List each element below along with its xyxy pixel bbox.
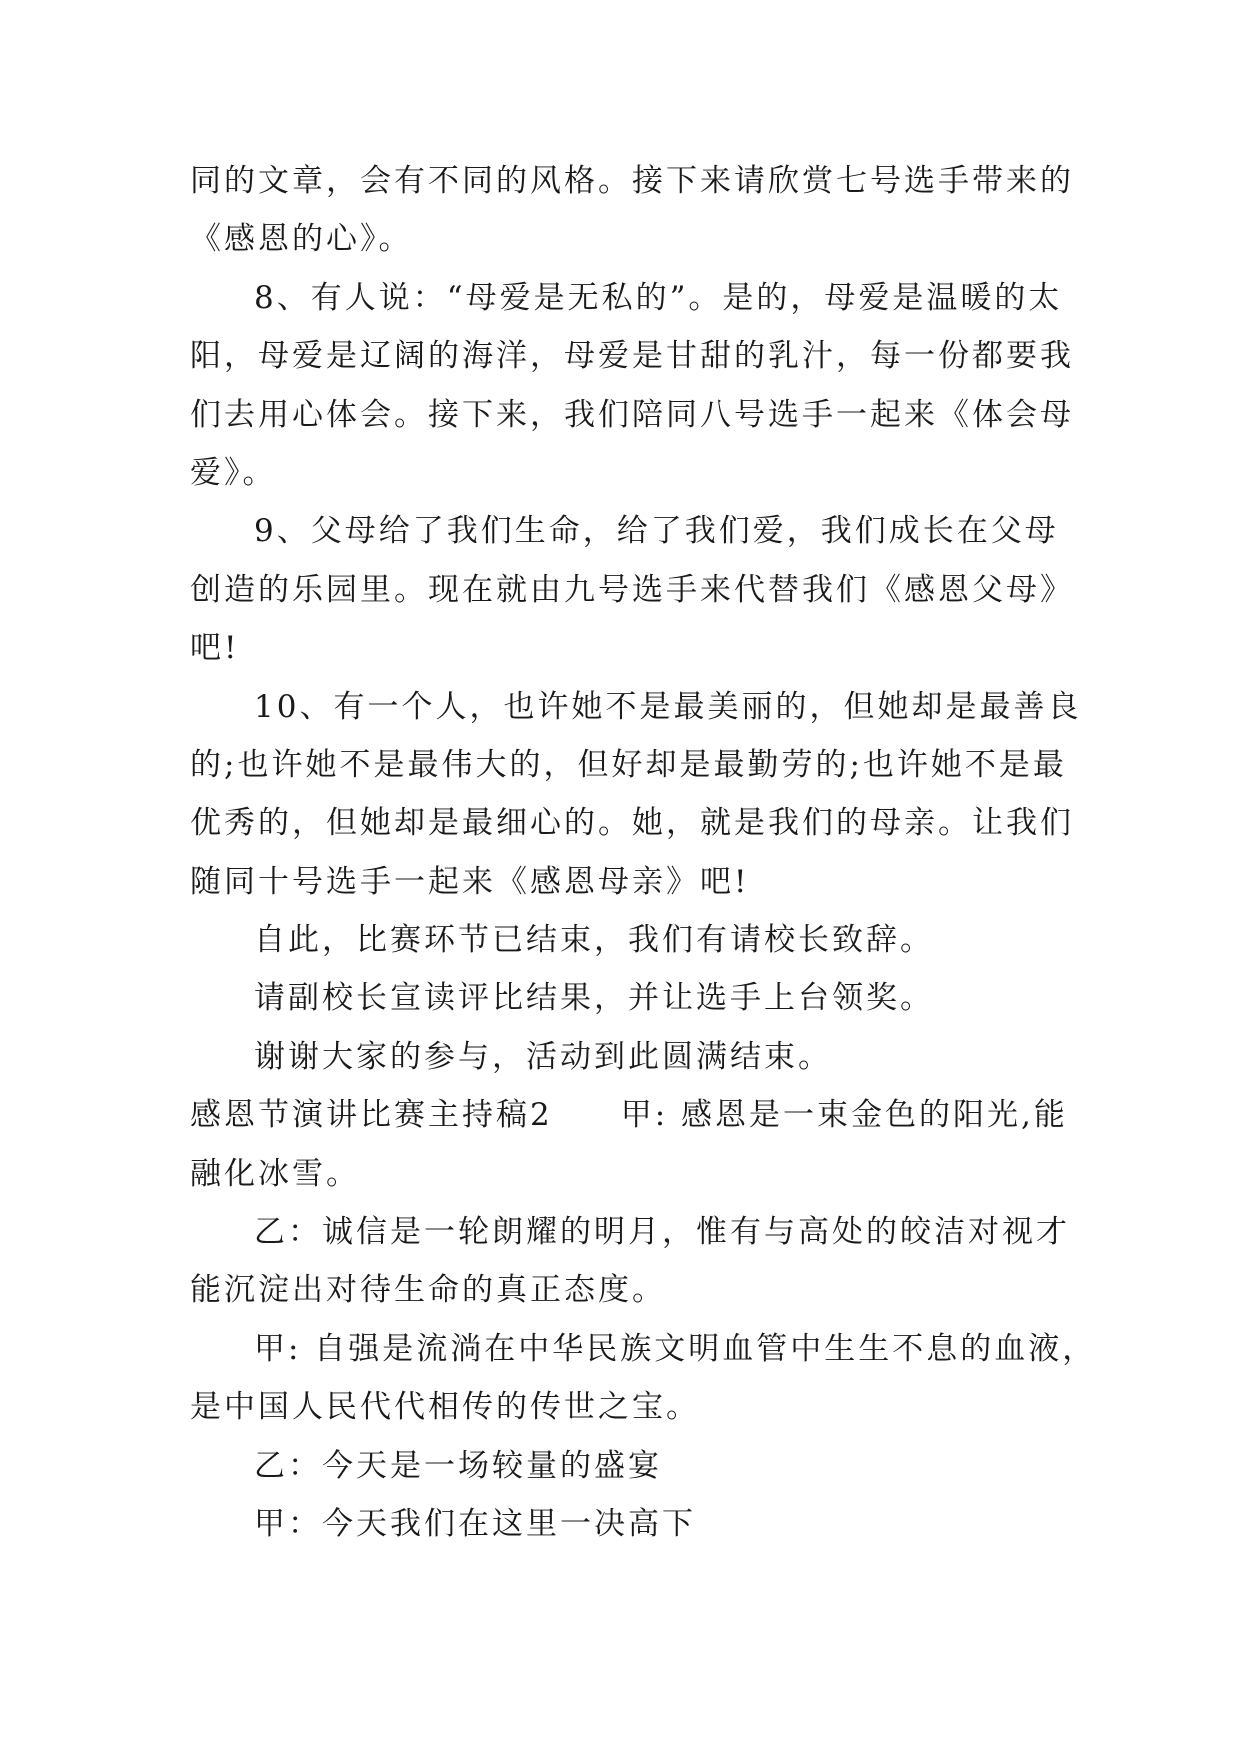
closing-line: 自此，比赛环节已结束，我们有请校长致辞。: [254, 922, 934, 959]
text-line: 创造的乐园里。现在就由九号选手来代替我们《感恩父母》: [190, 571, 1074, 608]
text-line: 优秀的，但她却是最细心的。她，就是我们的母亲。让我们: [190, 805, 1074, 842]
text-line: 是中国人民代代相传的传世之宝。: [190, 1389, 700, 1426]
text-line: 们去用心体会。接下来，我们陪同八号选手一起来《体会母: [190, 396, 1074, 433]
paragraph-8-line: 8、有人说：“母爱是无私的”。是的，母爱是温暖的太: [254, 279, 1063, 316]
text-line: 《感恩的心》。: [190, 221, 413, 258]
paragraph-9-line: 9、父母给了我们生命，给了我们爱，我们成长在父母: [254, 513, 1059, 550]
text-line: 随同十号选手一起来《感恩母亲》吧!: [190, 863, 750, 900]
text-line: 融化冰雪。: [190, 1155, 360, 1192]
dialogue-line: 甲：今天我们在这里一决高下: [254, 1505, 696, 1542]
text-line: 爱》。: [190, 454, 277, 491]
paragraph-10-line: 10、有一个人，也许她不是最美丽的，但她却是最善良: [254, 688, 1082, 725]
section-title-line: 感恩节演讲比赛主持稿2 甲: 感恩是一束金色的阳光,能: [190, 1097, 1068, 1134]
closing-line: 谢谢大家的参与，活动到此圆满结束。: [254, 1038, 832, 1075]
dialogue-line: 甲: 自强是流淌在中华民族文明血管中生生不息的血液，: [254, 1330, 1097, 1367]
closing-line: 请副校长宣读评比结果，并让选手上台领奖。: [254, 980, 934, 1017]
dialogue-line: 乙：诚信是一轮朗耀的明月，惟有与高处的皎洁对视才: [254, 1214, 1070, 1251]
text-line: 能沉淀出对待生命的真正态度。: [190, 1272, 666, 1309]
text-line: 同的文章，会有不同的风格。接下来请欣赏七号选手带来的: [190, 163, 1074, 199]
document-body: [190, 152, 1097, 1553]
text-line: 吧!: [190, 630, 240, 667]
text-line: 的;也许她不是最伟大的，但好却是最勤劳的;也许她不是最: [190, 746, 1067, 783]
dialogue-line: 乙：今天是一场较量的盛宴: [254, 1447, 662, 1484]
text-line: 阳，母爱是辽阔的海洋，母爱是甘甜的乳汁，每一份都要我: [190, 338, 1074, 375]
